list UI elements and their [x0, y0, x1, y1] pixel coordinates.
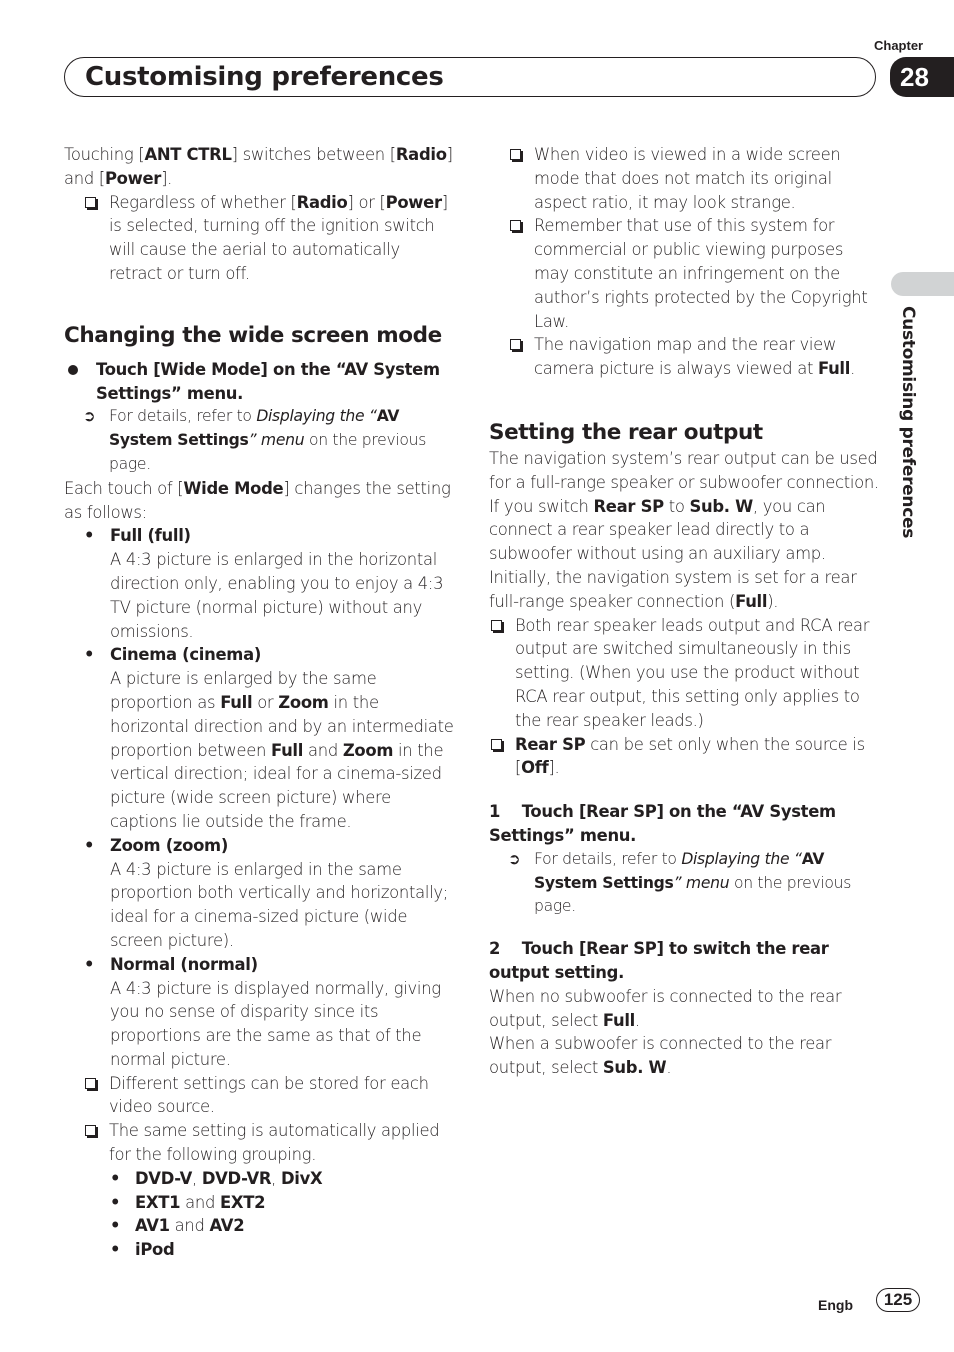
note-rear-sp-off: Rear SP can be set only when the source is [Off]. [489, 733, 879, 781]
mode-zoom-name: • Zoom (zoom) [64, 834, 456, 858]
group-item: • AV1 and AV2 [64, 1214, 456, 1238]
subwoofer-line: When a subwoofer is connected to the rear output, select Sub. W. [489, 1034, 832, 1078]
mode-cinema-name: • Cinema (cinema) [64, 643, 456, 667]
mode-cinema-desc: A picture is enlarged by the same proportion as Full or Zoom in the horizontal direction and by an intermediate proportion between Full and Zoom in the vertical direction; ideal for a cinema-sized picture (wide screen picture) where captions lie outside the frame. [110, 669, 454, 831]
arrow-right-icon: ➲ [508, 849, 521, 868]
arrow-right-icon: ➲ [83, 407, 96, 426]
header-bar [64, 57, 876, 97]
side-tab-label: Customising preferences [898, 306, 918, 539]
page-number: 125 [876, 1288, 920, 1312]
rear-output-body: The navigation system’s rear output can be used for a full-range speaker or subwoofer connection. If you switch Rear SP to Sub. W, you can connect a rear speaker lead directly to a subwoofer without using an auxiliary amp. Initially, the navigation system is set for a rear full-range speaker connection (Full). [489, 448, 879, 611]
note-map-camera: The navigation map and the rear view camera picture is always viewed at Full. [489, 333, 879, 381]
each-touch-paragraph: Each touch of [Wide Mode] changes the setting as follows: [64, 478, 451, 522]
mode-normal-name: • Normal (normal) [64, 953, 456, 977]
note-grouping: The same setting is automatically applied for the following grouping. [64, 1119, 456, 1167]
left-column [64, 143, 456, 1262]
page-title: Customising preferences [85, 62, 444, 92]
group-item: • iPod [64, 1238, 456, 1262]
step-2-rear-sp: 2 Touch [Rear SP] to switch the rear output setting. [489, 939, 834, 982]
note-copyright: Remember that use of this system for commercial or public viewing purposes may constitute an infringement on the author’s rights protected by the Copyright Law. [489, 214, 879, 333]
reference-note: ➲ For details, refer to Displaying the “AV System Settings” menu on the previous page. [83, 407, 427, 473]
side-tab-marker [891, 272, 954, 296]
section-title-rear-output: Setting the rear output [489, 419, 763, 445]
chapter-number: 28 [890, 57, 954, 97]
group-item: • DVD-V, DVD-VR, DivX [64, 1167, 456, 1191]
language-code: Engb [818, 1297, 853, 1313]
chapter-label: Chapter [874, 38, 924, 53]
note-aerial: Regardless of whether [Radio] or [Power] is selected, turning off the ignition switch will cause the aerial to automatically retract or turn off. [64, 191, 456, 286]
note-aspect-ratio: When video is viewed in a wide screen mode that does not match its original aspect ratio, it may look strange. [489, 143, 879, 214]
step-1-rear-sp: 1 Touch [Rear SP] on the “AV System Settings” menu. [489, 802, 842, 845]
mode-full-desc: A 4:3 picture is enlarged in the horizontal direction only, enabling you to enjoy a 4:3 TV picture (normal picture) without any omissions. [110, 550, 444, 641]
no-subwoofer-line: When no subwoofer is connected to the rear output, select Full. [489, 986, 842, 1030]
note-settings-stored: Different settings can be stored for each video source. [64, 1072, 456, 1120]
intro-paragraph: Touching [ANT CTRL] switches between [Radio] and [Power]. [64, 145, 453, 188]
note-rca-output: Both rear speaker leads output and RCA rear output are switched simultaneously in this setting. (When you use the product without RCA rear output, this setting only applies to the rear speaker leads.) [489, 614, 879, 733]
step-wide-mode: Touch [Wide Mode] on the “AV System Settings” menu. [64, 358, 456, 406]
right-column [489, 143, 879, 1080]
section-title-wide-screen: Changing the wide screen mode [64, 322, 442, 348]
mode-full-name: • Full (full) [64, 524, 456, 548]
mode-normal-desc: A 4:3 picture is displayed normally, giving you no sense of disparity since its proportions are the same as that of the normal picture. [110, 978, 441, 1069]
group-item: • EXT1 and EXT2 [64, 1191, 456, 1215]
reference-note: ➲ For details, refer to Displaying the “AV System Settings” menu on the previous page. [508, 849, 852, 916]
mode-zoom-desc: A 4:3 picture is enlarged in the same proportion both vertically and horizontally; ideal for a cinema-sized picture (wide screen picture). [110, 859, 448, 950]
